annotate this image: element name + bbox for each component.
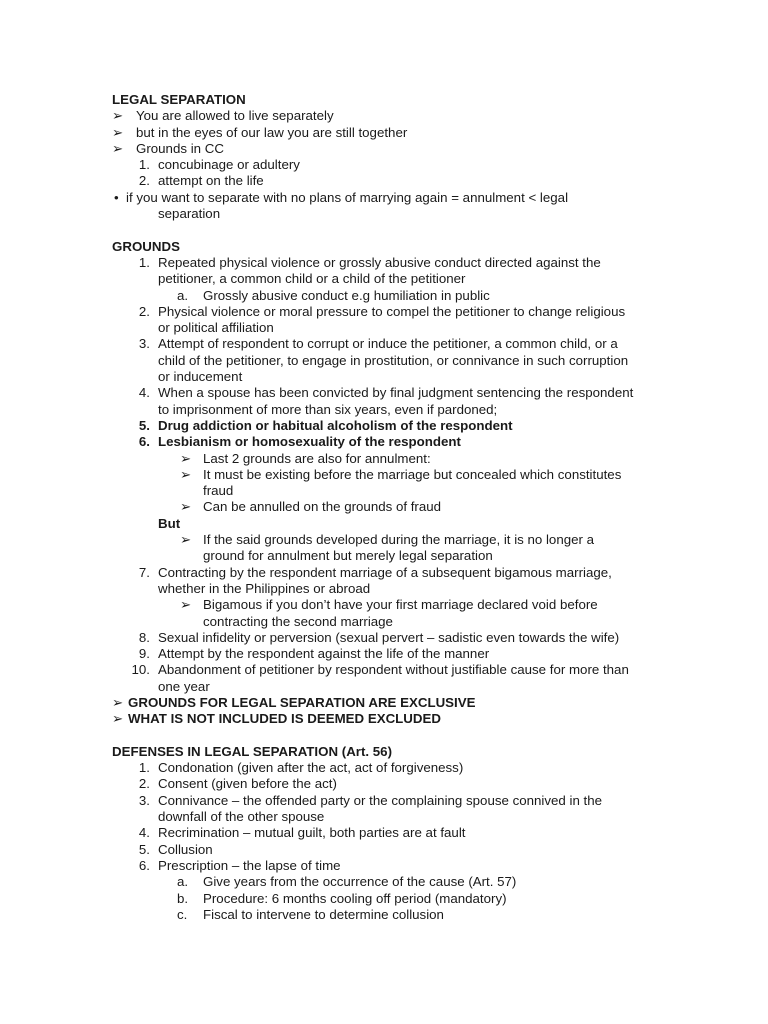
section-heading-legal-separation: LEGAL SEPARATION [112, 92, 246, 107]
list-item [112, 858, 662, 874]
spacer [112, 728, 662, 744]
list-item-continuation: child of the petitioner, to engage in prostitution, or connivance in such corruption [158, 352, 629, 368]
list-text: Attempt by the respondent against the life of the manner [158, 646, 490, 662]
section-heading-defenses: DEFENSES IN LEGAL SEPARATION (Art. 56) [112, 743, 393, 759]
emphasis-text: WHAT IS NOT INCLUDED IS DEEMED EXCLUDED [128, 711, 441, 727]
emphasis-line [112, 695, 662, 711]
list-number: 10. [131, 662, 150, 678]
sub-bullet [112, 499, 662, 515]
sub-text: Fiscal to intervene to determine collusion [203, 906, 444, 922]
list-number: 2. [138, 173, 150, 189]
sub-bullet-continuation: fraud [203, 483, 234, 499]
list-item [112, 434, 662, 450]
list-item [112, 157, 662, 173]
list-text: Recrimination – mutual guilt, both parties are at fault [158, 825, 466, 841]
sub-text: Grossly abusive conduct e.g humiliation in public [203, 287, 490, 303]
list-text: attempt on the life [158, 173, 264, 189]
arrow-bullet-icon: ➢ [180, 466, 192, 482]
list-item-continuation: or political affiliation [158, 320, 274, 336]
emphasis-text: GROUNDS FOR LEGAL SEPARATION ARE EXCLUSIVE [128, 694, 476, 710]
arrow-bullet-icon: ➢ [112, 108, 124, 124]
sub-text: Give years from the occurrence of the cause (Art. 57) [203, 874, 517, 890]
sub-bullet-continuation: contracting the second marriage [203, 613, 393, 629]
arrow-bullet-icon: ➢ [180, 597, 192, 613]
arrow-bullet-icon: ➢ [112, 140, 124, 156]
list-number: 4. [138, 825, 150, 841]
list-item [112, 793, 662, 809]
list-item [112, 776, 662, 792]
arrow-bullet-icon: ➢ [112, 711, 124, 727]
list-number: 6. [138, 434, 150, 450]
sub-text: Procedure: 6 months cooling off period (mandatory) [203, 890, 507, 906]
list-number: 2. [138, 776, 150, 792]
arrow-bullet-icon: ➢ [180, 499, 192, 515]
list-item [112, 630, 662, 646]
document-body [112, 92, 662, 923]
sub-item [112, 891, 662, 907]
list-item [112, 565, 662, 581]
sub-bullet-text: If the said grounds developed during the marriage, it is no longer a [203, 532, 595, 548]
list-text: Condonation (given after the act, act of forgiveness) [158, 760, 464, 776]
list-number: 1. [138, 157, 150, 173]
sub-bullet-text: It must be existing before the marriage but concealed which constitutes [203, 466, 622, 482]
list-item [112, 385, 662, 401]
list-item [112, 255, 662, 271]
list-text: concubinage or adultery [158, 157, 300, 173]
note-text: if you want to separate with no plans of marrying again = annulment < legal [126, 189, 569, 205]
section-heading-grounds: GROUNDS [112, 238, 180, 254]
sub-bullet [112, 467, 662, 483]
arrow-bullet-icon: ➢ [180, 450, 192, 466]
list-number: 3. [138, 792, 150, 808]
list-item [112, 336, 662, 352]
list-number: 5. [138, 417, 150, 433]
sub-bullet-text: Bigamous if you don’t have your first marriage declared void before [203, 597, 598, 613]
list-text: Prescription – the lapse of time [158, 857, 341, 873]
list-item [112, 304, 662, 320]
list-item-continuation: downfall of the other spouse [158, 809, 325, 825]
list-item-continuation: petitioner, a common child or a child of the petitioner [158, 271, 466, 287]
list-text: Repeated physical violence or grossly abusive conduct directed against the [158, 254, 601, 270]
sub-letter: a. [177, 874, 189, 890]
sub-item [112, 288, 662, 304]
list-item-continuation: whether in the Philippines or abroad [158, 580, 371, 596]
list-number: 6. [138, 857, 150, 873]
list-text: Connivance – the offended party or the complaining spouse connived in the [158, 792, 603, 808]
sub-item [112, 874, 662, 890]
list-text: Drug addiction or habitual alcoholism of the respondent [158, 417, 513, 433]
list-text: When a spouse has been convicted by final judgment sentencing the respondent [158, 385, 634, 401]
bullet-item [112, 125, 662, 141]
list-number: 9. [138, 646, 150, 662]
sub-letter: c. [177, 906, 188, 922]
list-text: Consent (given before the act) [158, 776, 337, 792]
emphasis-line [112, 711, 662, 727]
bullet-item [112, 108, 662, 124]
list-text: Sexual infidelity or perversion (sexual pervert – sadistic even towards the wife) [158, 629, 620, 645]
sub-bullet-text: Last 2 grounds are also for annulment: [203, 450, 431, 466]
list-number: 4. [138, 385, 150, 401]
bullet-item [112, 141, 662, 157]
arrow-bullet-icon: ➢ [112, 124, 124, 140]
list-text: Physical violence or moral pressure to compel the petitioner to change religious [158, 303, 626, 319]
list-text: Attempt of respondent to corrupt or induce the petitioner, a common child, or a [158, 336, 618, 352]
arrow-bullet-icon: ➢ [180, 532, 192, 548]
list-text: Collusion [158, 841, 213, 857]
sub-bullet [112, 451, 662, 467]
bullet-text: but in the eyes of our law you are still together [136, 124, 408, 140]
list-item-continuation: one year [158, 678, 210, 694]
list-item [112, 418, 662, 434]
list-item-continuation: to imprisonment of more than six years, even if pardoned; [158, 401, 498, 417]
sub-bullet [112, 597, 662, 613]
arrow-bullet-icon: ➢ [112, 694, 124, 710]
list-number: 8. [138, 629, 150, 645]
list-item [112, 662, 662, 678]
bullet-text: You are allowed to live separately [136, 108, 334, 124]
list-number: 7. [138, 564, 150, 580]
list-number: 2. [138, 303, 150, 319]
sub-bullet-continuation: ground for annulment but merely legal separation [203, 548, 493, 564]
list-item [112, 173, 662, 189]
list-number: 3. [138, 336, 150, 352]
list-text: Lesbianism or homosexuality of the respondent [158, 434, 461, 450]
list-number: 5. [138, 841, 150, 857]
dot-bullet-icon: • [114, 189, 119, 205]
list-item [112, 842, 662, 858]
list-text: Abandonment of petitioner by respondent without justifiable cause for more than [158, 662, 629, 678]
list-item [112, 825, 662, 841]
sub-letter: a. [177, 287, 189, 303]
note-continuation: separation [158, 206, 221, 222]
note-item [112, 190, 662, 206]
but-label: But [158, 515, 181, 531]
list-item-continuation: or inducement [158, 369, 243, 385]
list-item [112, 760, 662, 776]
sub-letter: b. [177, 890, 189, 906]
sub-item [112, 907, 662, 923]
spacer [112, 222, 662, 238]
list-text: Contracting by the respondent marriage of a subsequent bigamous marriage, [158, 564, 612, 580]
sub-bullet-text: Can be annulled on the grounds of fraud [203, 499, 442, 515]
list-number: 1. [138, 760, 150, 776]
sub-bullet [112, 532, 662, 548]
list-item [112, 646, 662, 662]
bullet-text: Grounds in CC [136, 140, 224, 156]
list-number: 1. [138, 254, 150, 270]
